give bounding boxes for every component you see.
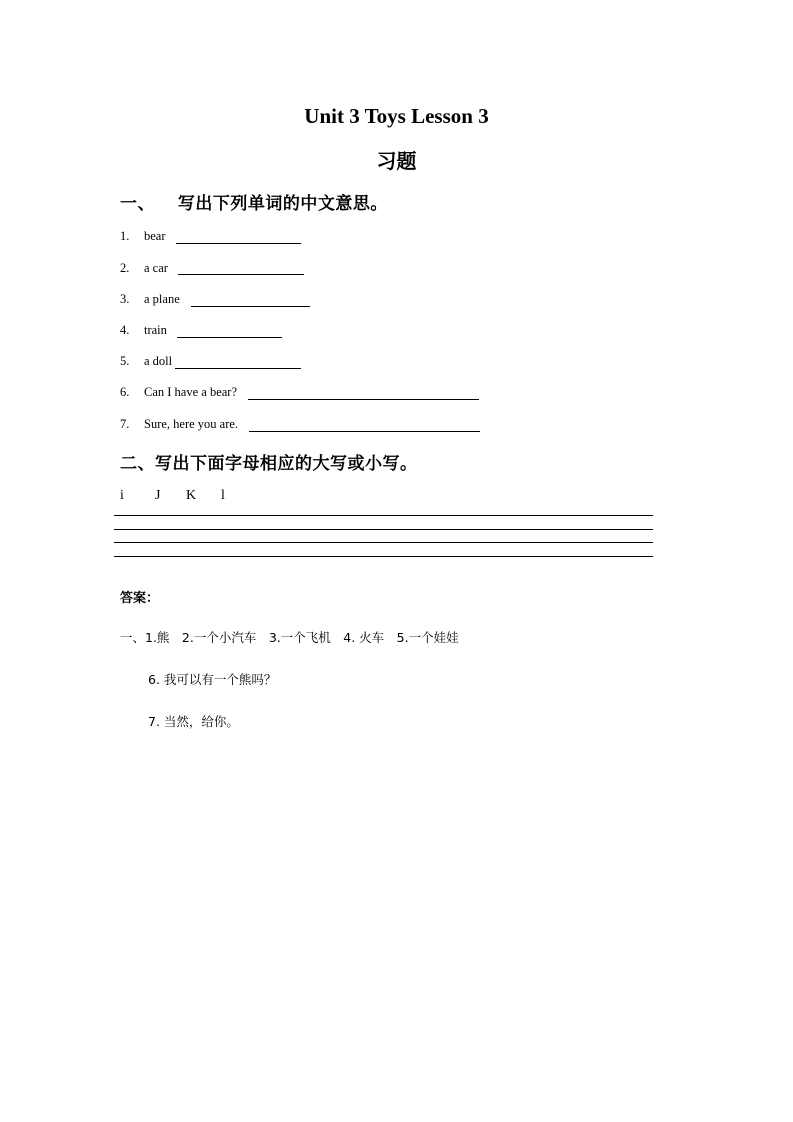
item-number: 2. xyxy=(120,261,130,275)
item-text: a doll xyxy=(144,354,173,368)
answer-blank-6[interactable] xyxy=(248,399,479,400)
exercise-item-3 xyxy=(120,292,180,307)
section-2-heading: 二、写出下面字母相应的大写或小写。 xyxy=(120,454,418,474)
letter-i: i xyxy=(120,488,124,503)
exercise-item-6 xyxy=(120,385,237,400)
writing-line-1[interactable] xyxy=(114,515,653,516)
item-text: Can I have a bear? xyxy=(144,385,237,399)
answer-line-7: 7. 当然，给你。 xyxy=(148,714,239,729)
exercise-item-7 xyxy=(120,417,238,432)
writing-line-4[interactable] xyxy=(114,556,653,557)
exercise-item-4 xyxy=(120,323,167,338)
page-title: Unit 3 Toys Lesson 3 xyxy=(304,104,489,128)
section-1-number: 一、 xyxy=(120,194,155,214)
item-number: 4. xyxy=(120,323,130,337)
letter-k: K xyxy=(186,488,197,503)
answer-blank-5[interactable] xyxy=(175,368,301,369)
item-number: 6. xyxy=(120,385,130,399)
item-number: 5. xyxy=(120,354,130,368)
answer-blank-4[interactable] xyxy=(177,337,282,338)
exercise-item-2 xyxy=(120,261,168,276)
answer-blank-7[interactable] xyxy=(249,431,480,432)
exercise-item-5 xyxy=(120,354,172,369)
answer-blank-2[interactable] xyxy=(178,274,304,275)
answer-blank-3[interactable] xyxy=(191,306,310,307)
writing-line-2[interactable] xyxy=(114,529,653,530)
item-text: bear xyxy=(144,229,166,243)
answers-label: 答案： xyxy=(120,591,160,606)
answer-blank-1[interactable] xyxy=(176,243,301,244)
answer-line-1: 一、1.熊 2.一个小汽车 3.一个飞机 4. 火车 5.一个娃娃 xyxy=(120,630,459,645)
letter-l: l xyxy=(221,488,225,503)
writing-line-3[interactable] xyxy=(114,542,653,543)
section-1-instruction: 写出下列单词的中文意思。 xyxy=(177,194,388,214)
exercise-item-1 xyxy=(120,229,166,244)
item-text: a plane xyxy=(144,292,180,306)
answer-line-6: 6. 我可以有一个熊吗？ xyxy=(148,672,277,687)
letter-j: J xyxy=(155,488,161,503)
item-number: 1. xyxy=(120,229,130,243)
item-number: 7. xyxy=(120,417,130,431)
item-text: train xyxy=(144,323,167,337)
item-text: a car xyxy=(144,261,168,275)
page-subtitle: 习题 xyxy=(376,149,417,173)
item-number: 3. xyxy=(120,292,130,306)
item-text: Sure, here you are. xyxy=(144,417,239,431)
section-1-heading xyxy=(120,189,388,214)
